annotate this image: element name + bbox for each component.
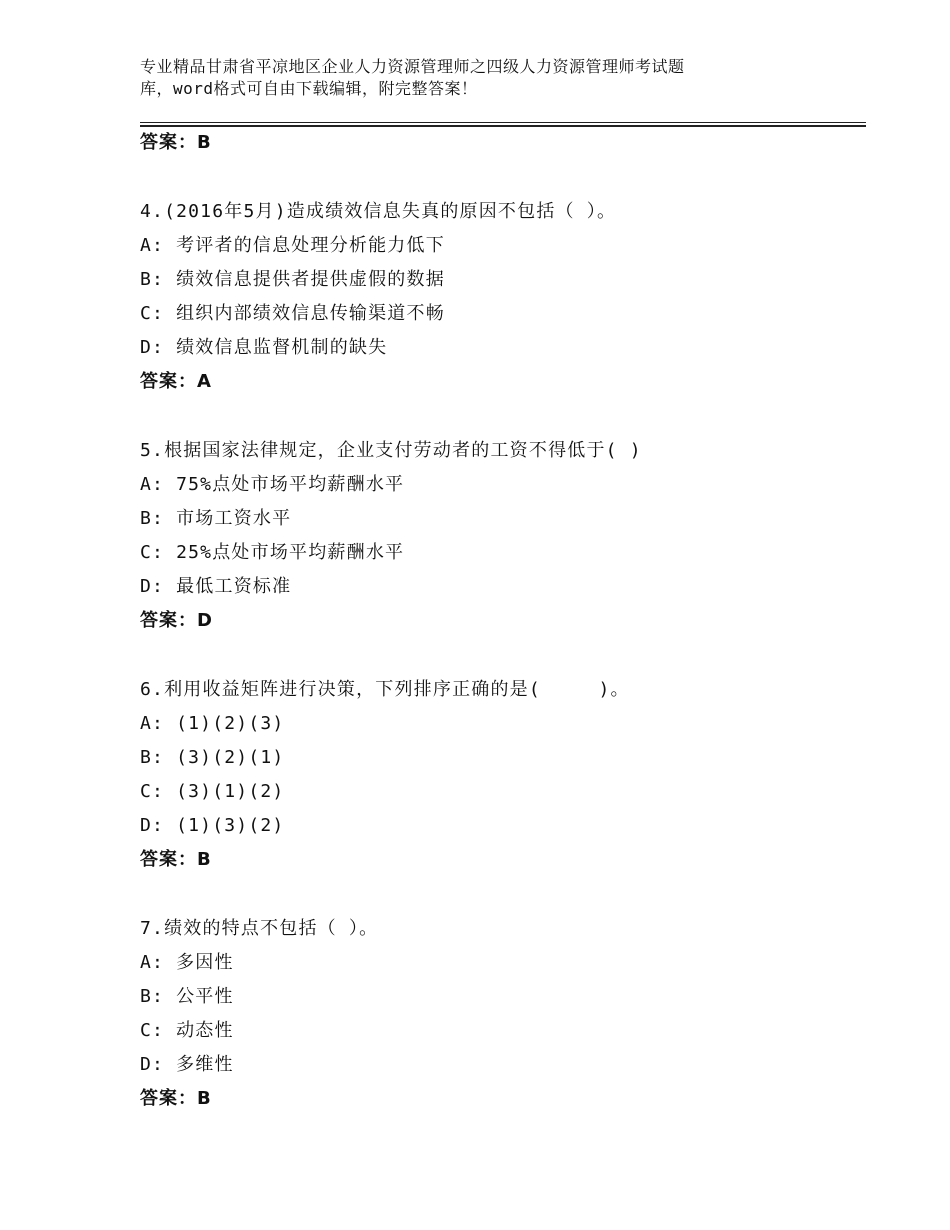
question-stem: 5.根据国家法律规定，企业支付劳动者的工资不得低于( ) <box>140 440 642 461</box>
option-d: D: (1)(3)(2) <box>140 815 285 836</box>
option-a: A: 多因性 <box>140 952 234 973</box>
question-stem: 7.绩效的特点不包括（ ）。 <box>140 918 379 939</box>
answer-line: 答案：A <box>140 371 212 392</box>
option-d: D: 最低工资标准 <box>140 576 292 597</box>
header-rule-thick <box>140 125 866 127</box>
header-rule-thin <box>140 122 866 123</box>
header-line-1: 专业精品甘肃省平凉地区企业人力资源管理师之四级人力资源管理师考试题 <box>140 57 685 76</box>
option-b: B: (3)(2)(1) <box>140 747 285 768</box>
option-c: C: 组织内部绩效信息传输渠道不畅 <box>140 303 445 324</box>
question-stem: 6.利用收益矩阵进行决策，下列排序正确的是( )。 <box>140 679 630 700</box>
option-d: D: 多维性 <box>140 1054 234 1075</box>
option-a: A: 75%点处市场平均薪酬水平 <box>140 474 405 495</box>
option-d: D: 绩效信息监督机制的缺失 <box>140 337 388 358</box>
option-a: A: (1)(2)(3) <box>140 713 285 734</box>
option-b: B: 公平性 <box>140 986 234 1007</box>
option-a: A: 考评者的信息处理分析能力低下 <box>140 235 445 256</box>
answer-line: 答案：B <box>140 849 212 870</box>
question-stem: 4.(2016年5月)造成绩效信息失真的原因不包括（ ）。 <box>140 201 617 222</box>
option-c: C: 动态性 <box>140 1020 234 1041</box>
answer-line: 答案：B <box>140 1088 212 1109</box>
option-c: C: (3)(1)(2) <box>140 781 285 802</box>
header-line-2: 库，word格式可自由下载编辑，附完整答案！ <box>140 79 478 98</box>
answer-line: 答案：D <box>140 610 213 631</box>
document-header <box>140 56 820 100</box>
option-b: B: 市场工资水平 <box>140 508 292 529</box>
answer-line: 答案：B <box>140 132 212 153</box>
option-c: C: 25%点处市场平均薪酬水平 <box>140 542 405 563</box>
option-b: B: 绩效信息提供者提供虚假的数据 <box>140 269 445 290</box>
